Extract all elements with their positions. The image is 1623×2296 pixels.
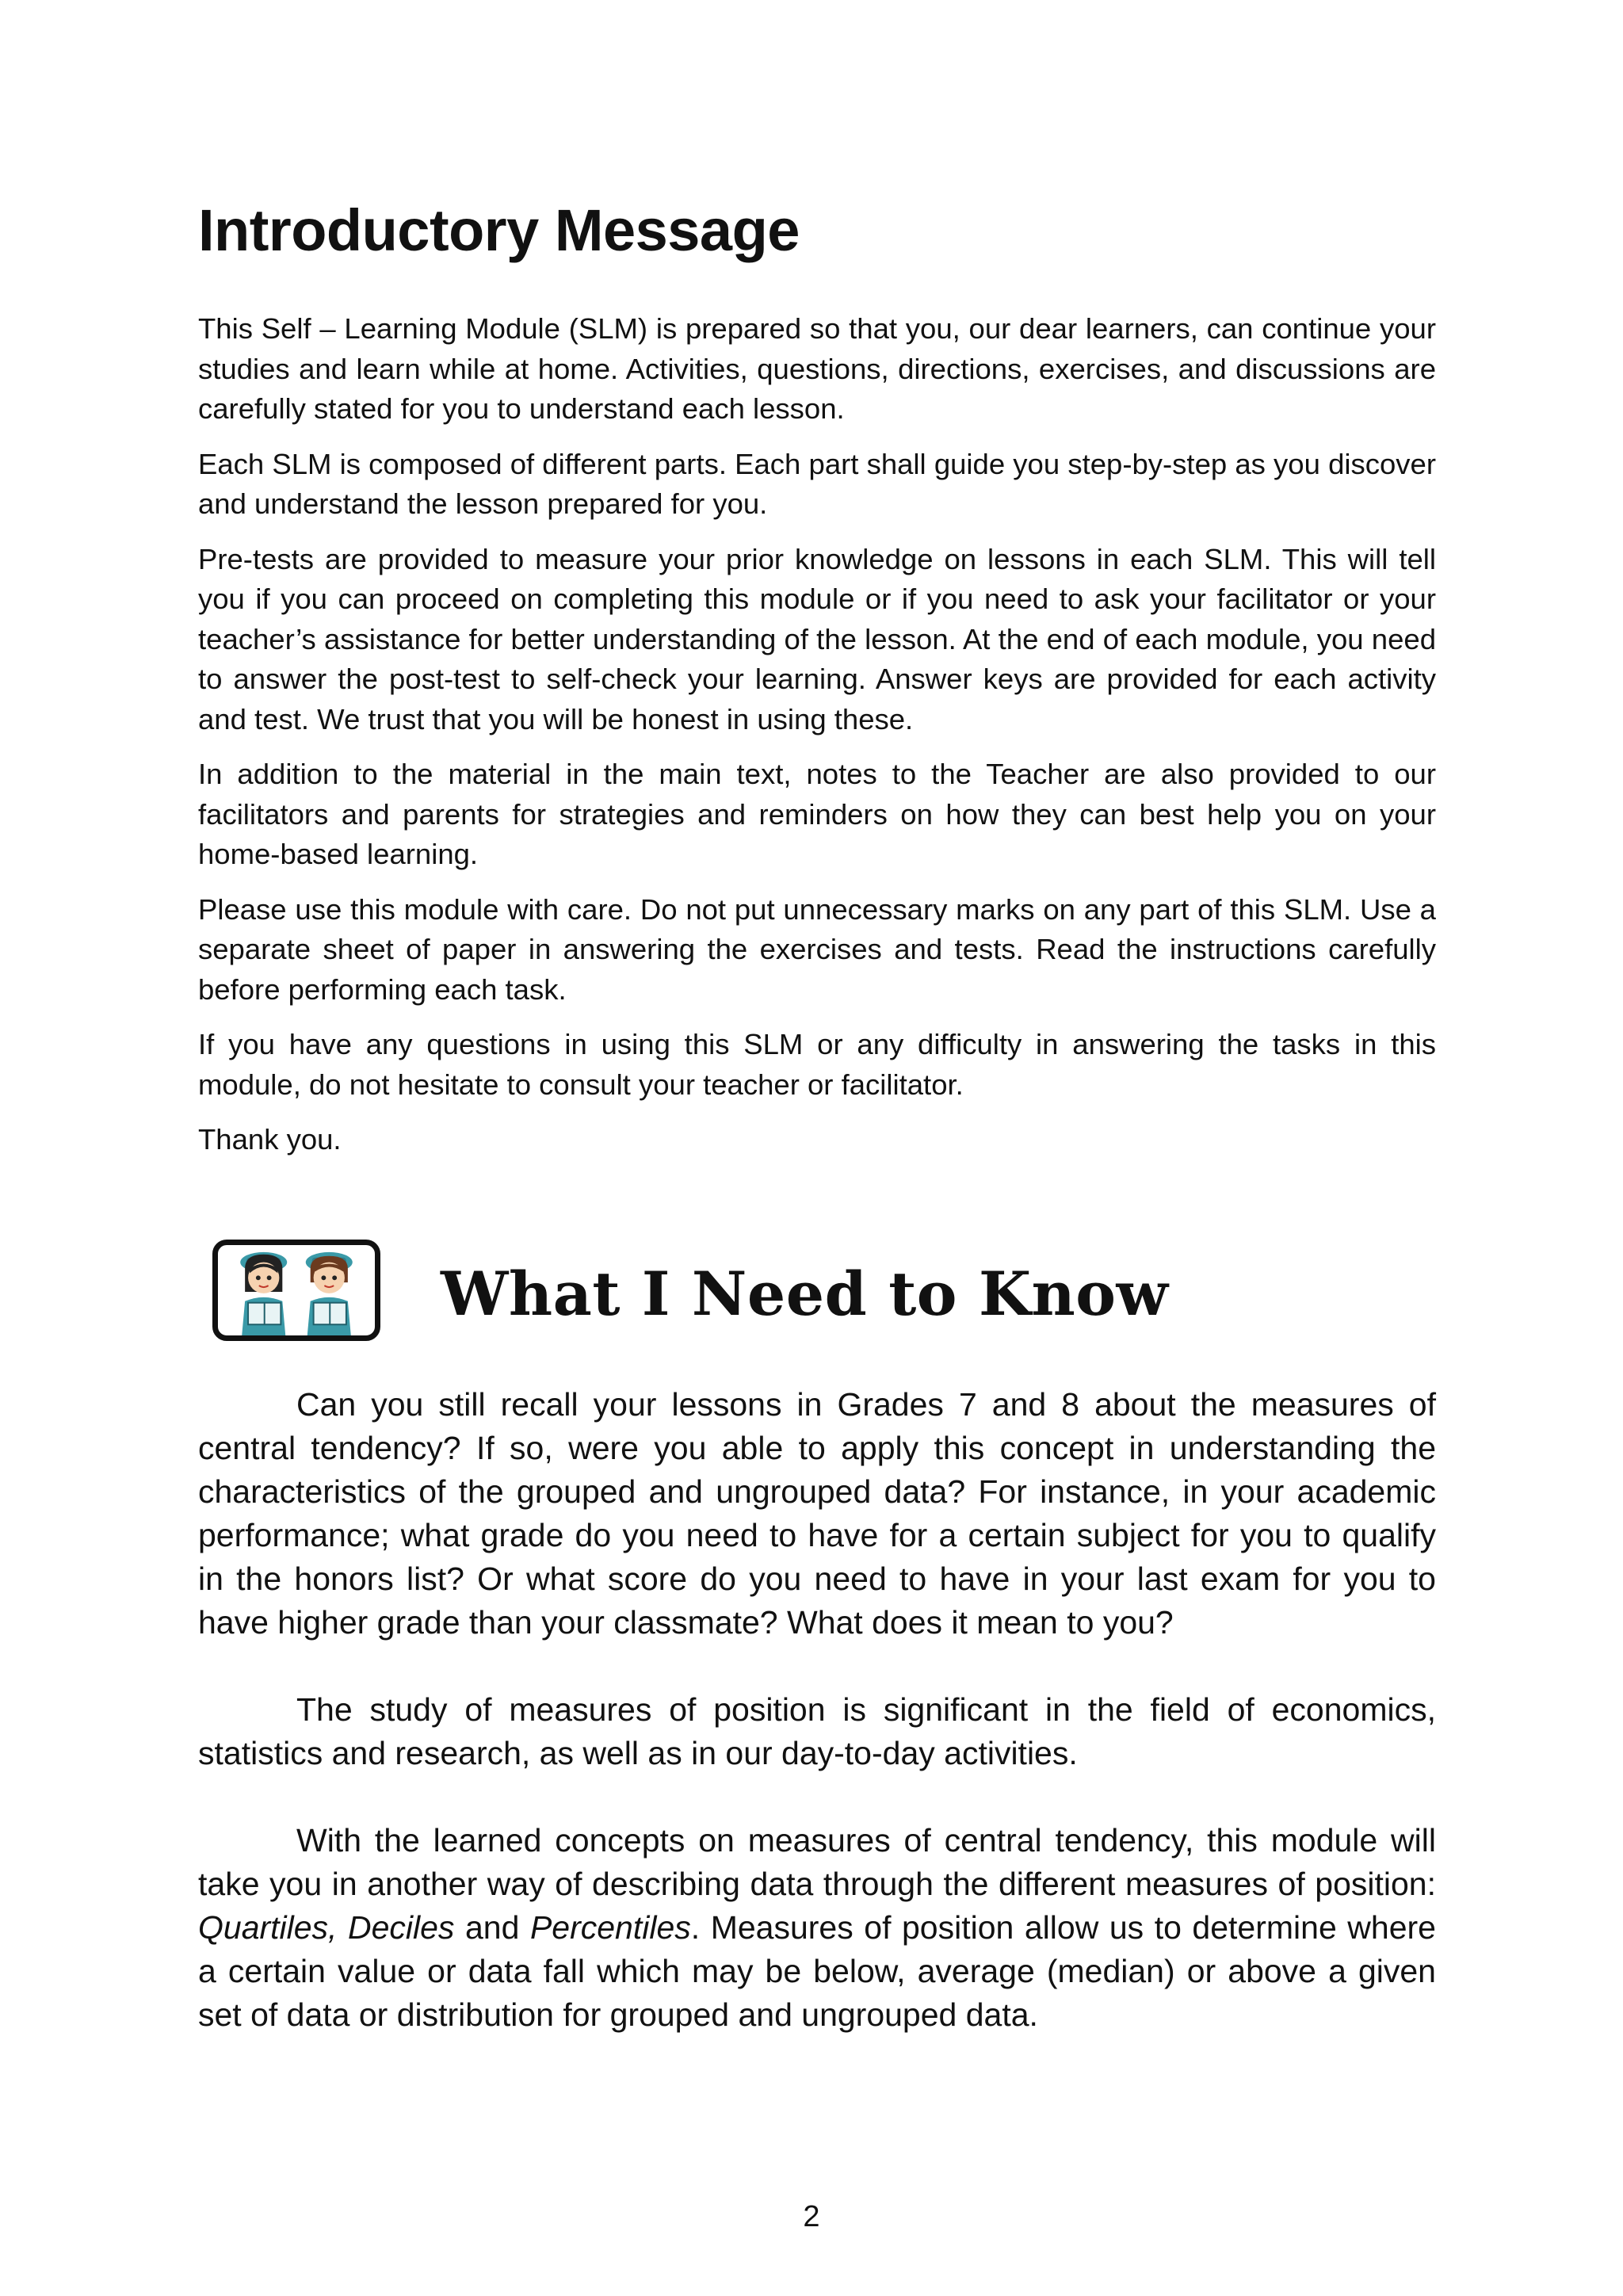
paragraph-text: . Measures of position allow us to determine where a certain value or data fall which may be below, average (median) or above a given set of data or distribution for grouped and ungrouped data. [198, 1909, 1436, 2033]
term-percentiles: Percentiles [529, 1909, 691, 1946]
intro-paragraph: This Self – Learning Module (SLM) is prepared so that you, our dear learners, can continue your studies and learn while at home. Activities, questions, directions, exercises, and discussions are carefully stated for you to understand each lesson. [198, 312, 1436, 425]
intro-paragraph: Please use this module with care. Do not put unnecessary marks on any part of this SLM. Use a separate sheet of paper in answering the exercises and tests. Read the instructions carefully before performing each task. [198, 892, 1436, 1006]
what-i-need-to-know-body [198, 1383, 1436, 2080]
paragraph-space [337, 1909, 348, 1946]
intro-paragraph: If you have any questions in using this SLM or any difficulty in answering the tasks in this module, do not hesitate to consult your teacher or facilitator. [198, 1028, 1436, 1101]
paragraph-text: With the learned concepts on measures of central tendency, this module will take you in another way of describing data through the different measures of position: [198, 1822, 1436, 1902]
term-quartiles: Quartiles, [198, 1909, 338, 1946]
paragraph-conjunction: and [454, 1909, 530, 1946]
page-number: 2 [803, 2200, 820, 2233]
intro-paragraph: Pre-tests are provided to measure your prior knowledge on lessons in each SLM. This will tell you if you can proceed on completing this module or if you need to ask your facilitator or your teacher’s assistance for better understanding of the lesson. At the end of each module, you need to answer the post-test to self-check your learning. Answer keys are provided for each activity and test. We trust that you will be honest in using these. [198, 542, 1436, 735]
what-i-need-to-know-header [198, 1238, 1436, 1349]
two-students-reading-icon [212, 1240, 380, 1341]
intro-closing: Thank you. [198, 1123, 342, 1156]
section-title: What I Need to Know [441, 1259, 1169, 1329]
term-deciles: Deciles [348, 1909, 455, 1946]
intro-paragraph: In addition to the material in the main text, notes to the Teacher are also provided to our facilitators and parents for strategies and reminders on how they can best help you on your home-based learning. [198, 758, 1436, 870]
body-paragraph [198, 1819, 1436, 2037]
intro-body [198, 309, 1436, 1175]
intro-title: Introductory Message [198, 197, 800, 263]
intro-paragraph: Each SLM is composed of different parts. Each part shall guide you step-by-step as you discover and understand the lesson prepared for you. [198, 447, 1436, 520]
body-paragraph: The study of measures of position is significant in the field of economics, statistics and research, as well as in our day-to-day activities. [198, 1691, 1436, 1771]
body-paragraph: Can you still recall your lessons in Grades 7 and 8 about the measures of central tendency? If so, were you able to apply this concept in understanding the characteristics of the grouped and ungrouped data? For instance, in your academic performance; what grade do you need to have for a certain subject for you to qualify in the honors list? Or what score do you need to have in your last exam for you to have higher grade than your classmate? What does it mean to you? [198, 1386, 1436, 1641]
